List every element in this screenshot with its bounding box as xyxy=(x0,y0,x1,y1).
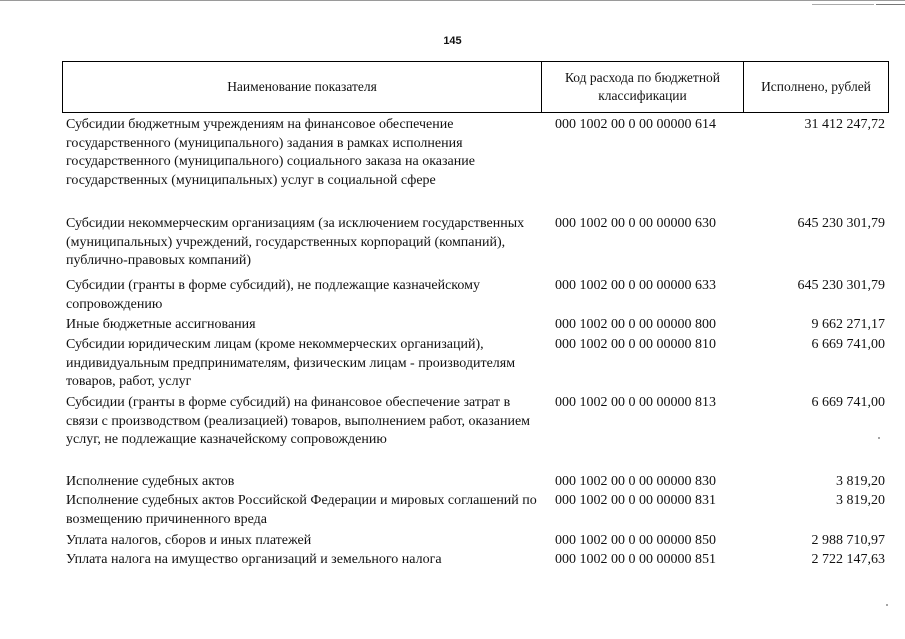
row-amount: 3 819,20 xyxy=(836,474,885,489)
row-amount: 3 819,20 xyxy=(836,493,885,508)
row-name: Субсидии бюджетным учреждениям на финансовое обеспечение государственного (муниципального) задания в рамках исполнения государственного (муниципального) социального заказа на оказание государственных (муниципальных) услуг в социальной сфере xyxy=(66,117,475,188)
header-name-column: Наименование показателя xyxy=(63,62,542,112)
row-amount: 645 230 301,79 xyxy=(797,278,885,293)
row-code: 000 1002 00 0 00 00000 810 xyxy=(555,337,716,352)
row-code: 000 1002 00 0 00 00000 830 xyxy=(555,474,716,489)
row-name: Субсидии (гранты в форме субсидий), не подлежащие казначейскому сопровождению xyxy=(66,278,480,312)
header-amount-column: Исполнено, рублей xyxy=(761,79,871,94)
row-code: 000 1002 00 0 00 00000 831 xyxy=(555,493,716,508)
row-name: Субсидии юридическим лицам (кроме некоммерческих организаций), индивидуальным предпринимателям, физическим лицам - производителям товаров, работ, услуг xyxy=(66,337,516,390)
row-amount: 6 669 741,00 xyxy=(811,395,885,410)
row-name: Субсидии некоммерческим организациям (за исключением государственных (муниципальных) учреждений, государственных корпораций (компаний), публично-правовых компаний) xyxy=(66,216,525,269)
row-amount: 2 988 710,97 xyxy=(811,533,885,548)
row-amount: 31 412 247,72 xyxy=(804,117,885,132)
row-amount: 645 230 301,79 xyxy=(797,216,885,231)
row-amount: 9 662 271,17 xyxy=(811,317,885,332)
row-code: 000 1002 00 0 00 00000 633 xyxy=(555,278,716,293)
row-code: 000 1002 00 0 00 00000 813 xyxy=(555,395,716,410)
row-amount: 6 669 741,00 xyxy=(811,337,885,352)
header-code-column: Код расхода по бюджетной классификации xyxy=(542,62,744,112)
row-code: 000 1002 00 0 00 00000 614 xyxy=(555,117,716,132)
row-name: Исполнение судебных актов Российской Федерации и мировых соглашений по возмещению причиненного вреда xyxy=(66,493,537,527)
scan-speck xyxy=(886,604,888,606)
row-name: Исполнение судебных актов xyxy=(66,474,235,489)
row-name: Уплата налога на имущество организаций и земельного налога xyxy=(66,552,442,567)
row-code: 000 1002 00 0 00 00000 851 xyxy=(555,552,716,567)
row-amount: 2 722 147,63 xyxy=(811,552,885,567)
row-code: 000 1002 00 0 00 00000 850 xyxy=(555,533,716,548)
scan-speck xyxy=(878,437,880,439)
row-name: Уплата налогов, сборов и иных платежей xyxy=(66,533,312,548)
row-name: Субсидии (гранты в форме субсидий) на финансовое обеспечение затрат в связи с производством (реализацией) товаров, выполнением работ, оказанием услуг, не подлежащие казначейскому сопровождению xyxy=(66,395,531,448)
row-code: 000 1002 00 0 00 00000 630 xyxy=(555,216,716,231)
row-code: 000 1002 00 0 00 00000 800 xyxy=(555,317,716,332)
page-number: 145 xyxy=(443,35,462,47)
row-name: Иные бюджетные ассигнования xyxy=(66,317,256,332)
